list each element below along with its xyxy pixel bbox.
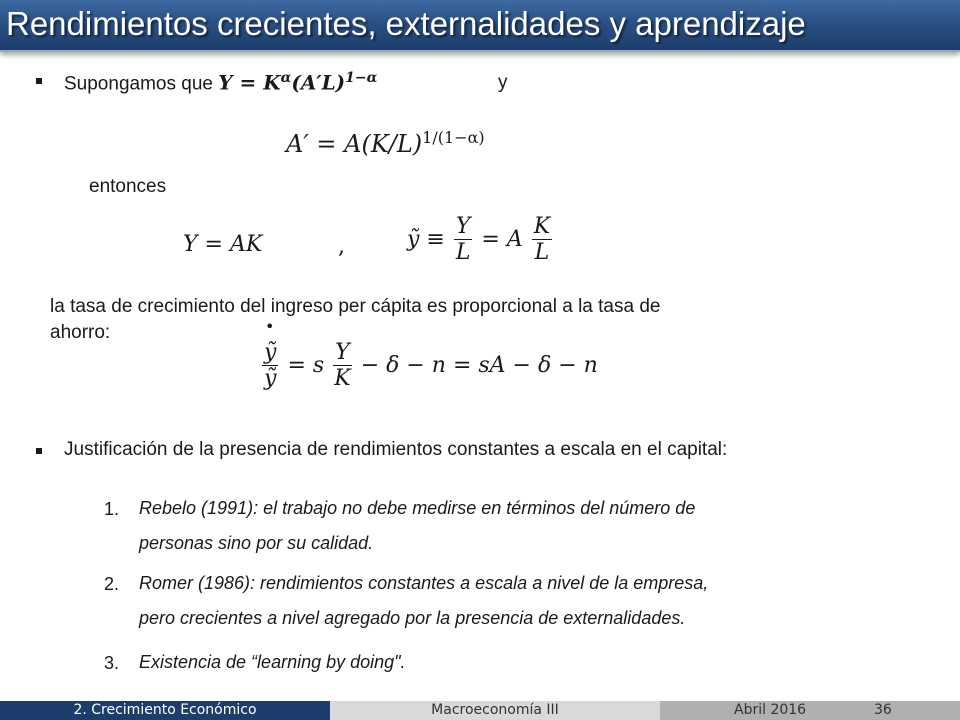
formula-y-tilde-lhs: ỹ ≡	[407, 226, 445, 252]
list-item-2-line2: pero crecientes a nivel agregado por la presencia de externalidades.	[139, 608, 686, 628]
formula-a-prime	[286, 128, 485, 158]
title-bar	[0, 0, 960, 52]
fraction-y-over-l	[454, 214, 473, 266]
bullet1-formula-exp: 1−α	[345, 70, 378, 86]
growth-rest: − δ − n = sA − δ − n	[360, 352, 598, 378]
footer-date: Abril 2016	[734, 702, 807, 718]
fraction-denominator: L	[455, 240, 471, 266]
bullet1-prefix: Supongamos que	[64, 73, 213, 95]
formula-growth-rate	[260, 340, 598, 392]
paragraph-line1: la tasa de crecimiento del ingreso per cápita es proporcional a la tasa de	[50, 296, 661, 317]
bullet1-suffix: y	[498, 72, 508, 93]
fraction-numerator: Y	[455, 214, 471, 239]
list-item-1-line1: Rebelo (1991): el trabajo no debe medirse en términos del número de	[139, 498, 696, 518]
fraction-denominator: ỹ	[264, 366, 277, 392]
bullet-icon	[36, 78, 42, 84]
bullet2-text: Justificación de la presencia de rendimientos constantes a escala en el capital:	[64, 439, 728, 460]
formula-a-prime-exp: 1/(1−α)	[422, 128, 485, 147]
paragraph-line2: ahorro:	[50, 322, 111, 343]
formula-a-prime-lhs: A′ = A(K/L)	[286, 130, 423, 158]
formula-y-tilde	[407, 214, 554, 266]
fraction-numerator: Y	[335, 340, 350, 365]
slide-title: Rendimientos crecientes, externalidades y aprendizaje	[6, 5, 806, 42]
formula-y-ak: Y = AK	[183, 232, 263, 257]
fraction-k-over-l	[532, 214, 552, 266]
formula-y-tilde-mid: = A	[481, 226, 523, 252]
bullet1-formula-y: Y = K	[218, 70, 281, 95]
footer	[0, 701, 960, 720]
fraction-denominator: K	[334, 366, 351, 392]
list-number: 1.	[104, 499, 120, 519]
growth-dot: •	[265, 317, 275, 336]
list-number: 3.	[104, 653, 120, 673]
list-item-1-line2: personas sino por su calidad.	[139, 533, 374, 553]
footer-right	[660, 701, 960, 720]
fraction-ytilde-over-ytilde	[262, 340, 278, 392]
list-item-2-line1: Romer (1986): rendimientos constantes a escala a nivel de la empresa,	[139, 573, 709, 593]
bullet1-text	[64, 70, 377, 95]
entonces-text: entonces	[89, 176, 167, 197]
growth-eq-s: = s	[287, 352, 325, 378]
page-number: 36	[874, 702, 892, 718]
bullet-icon	[36, 448, 42, 454]
fraction-denominator: L	[534, 240, 550, 266]
bullet1-formula-mid: (A′L)	[291, 70, 346, 95]
fraction-y-over-k	[333, 340, 352, 392]
list-number: 2.	[104, 574, 120, 594]
footer-course: Macroeconomía III	[330, 701, 660, 720]
fraction-numerator: K	[533, 214, 551, 239]
bullet1-formula-alpha: α	[280, 70, 292, 86]
fraction-numerator: ỹ	[264, 340, 277, 365]
list-item-3-line1: Existencia de “learning by doing".	[139, 652, 406, 672]
footer-section: 2. Crecimiento Económico	[0, 701, 330, 720]
formula-comma: ,	[338, 234, 345, 259]
